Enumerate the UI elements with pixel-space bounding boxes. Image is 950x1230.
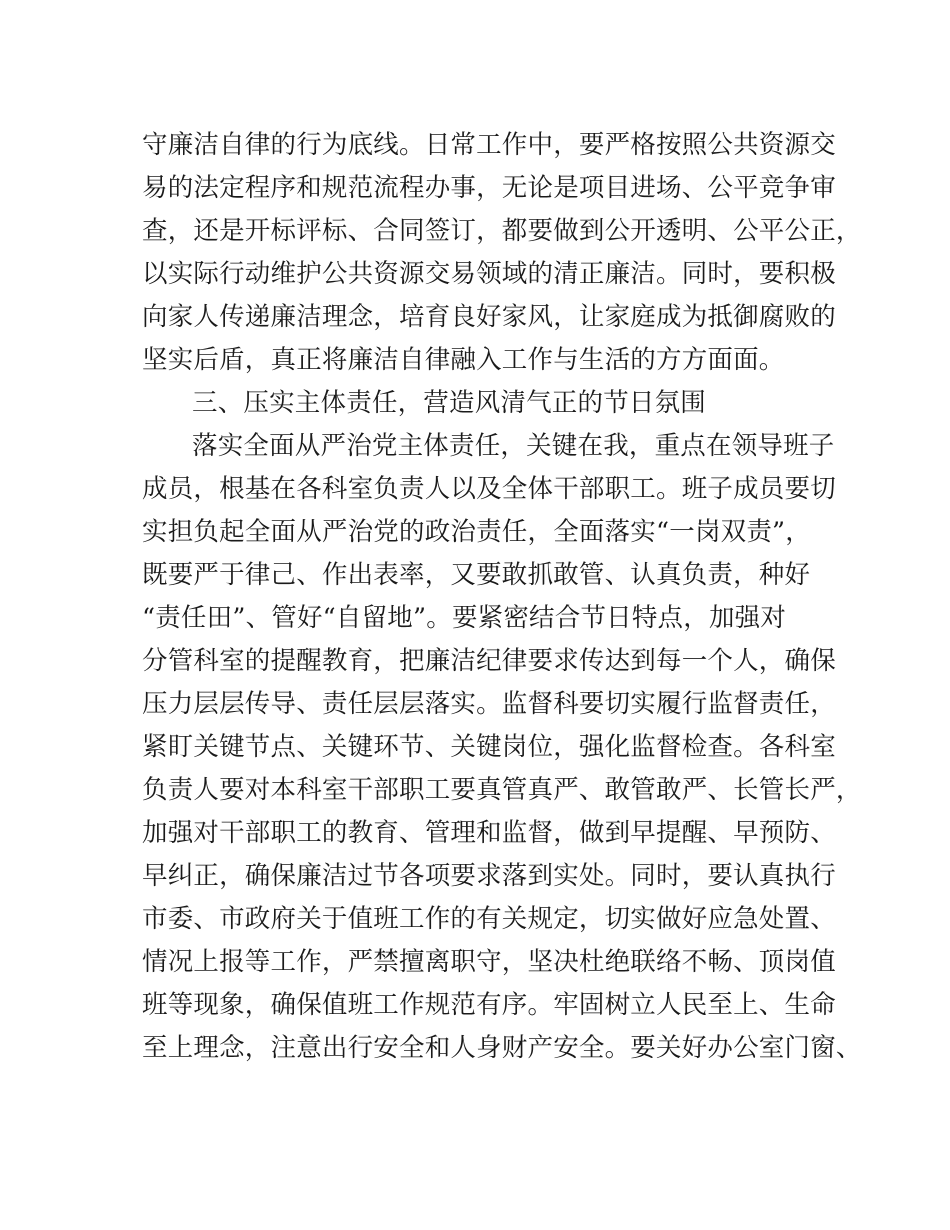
paragraph-line: 分管科室的提醒教育，把廉洁纪律要求传达到每一个人，确保 [142, 646, 836, 676]
paragraph-line: 查，还是开标评标、合同签订，都要做到公开透明、公平公正， [142, 216, 862, 246]
paragraph-line: 负责人要对本科室干部职工要真管真严、敢管敢严、长管长严， [142, 775, 862, 805]
paragraph-line: 向家人传递廉洁理念，培育良好家风，让家庭成为抵御腐败的 [142, 302, 836, 332]
paragraph-line: 以实际行动维护公共资源交易领域的清正廉洁。同时，要积极 [142, 259, 836, 289]
paragraph-line: 成员，根基在各科室负责人以及全体干部职工。班子成员要切 [142, 474, 836, 504]
paragraph-line: 紧盯关键节点、关键环节、关键岗位，强化监督检查。各科室 [142, 732, 836, 762]
paragraph-line: 实担负起全面从严治党的政治责任，全面落实“一岗双责”， [142, 517, 811, 547]
paragraph-line: 落实全面从严治党主体责任，关键在我，重点在领导班子 [192, 431, 835, 461]
section-heading: 三、压实主体责任，营造风清气正的节日氛围 [192, 388, 707, 418]
paragraph-line: 至上理念，注意出行安全和人身财产安全。要关好办公室门窗、 [142, 1033, 862, 1063]
paragraph-line: 市委、市政府关于值班工作的有关规定，切实做好应急处置、 [142, 904, 836, 934]
paragraph-line: 易的法定程序和规范流程办事，无论是项目进场、公平竞争审 [142, 173, 836, 203]
paragraph-line: 既要严于律己、作出表率，又要敢抓敢管、认真负责，种好 [142, 560, 811, 590]
paragraph-line: 情况上报等工作，严禁擅离职守，坚决杜绝联络不畅、顶岗值 [142, 947, 836, 977]
paragraph-line: 班等现象，确保值班工作规范有序。牢固树立人民至上、生命 [142, 990, 836, 1020]
paragraph-line: 坚实后盾，真正将廉洁自律融入工作与生活的方方面面。 [142, 345, 785, 375]
paragraph-line: 早纠正，确保廉洁过节各项要求落到实处。同时，要认真执行 [142, 861, 836, 891]
paragraph-line: 压力层层传导、责任层层落实。监督科要切实履行监督责任， [142, 689, 836, 719]
paragraph-line: 加强对干部职工的教育、管理和监督，做到早提醒、早预防、 [142, 818, 836, 848]
paragraph-line: 守廉洁自律的行为底线。日常工作中，要严格按照公共资源交 [142, 130, 836, 160]
paragraph-line: “责任田”、管好“自留地”。要紧密结合节日特点，加强对 [142, 603, 787, 633]
